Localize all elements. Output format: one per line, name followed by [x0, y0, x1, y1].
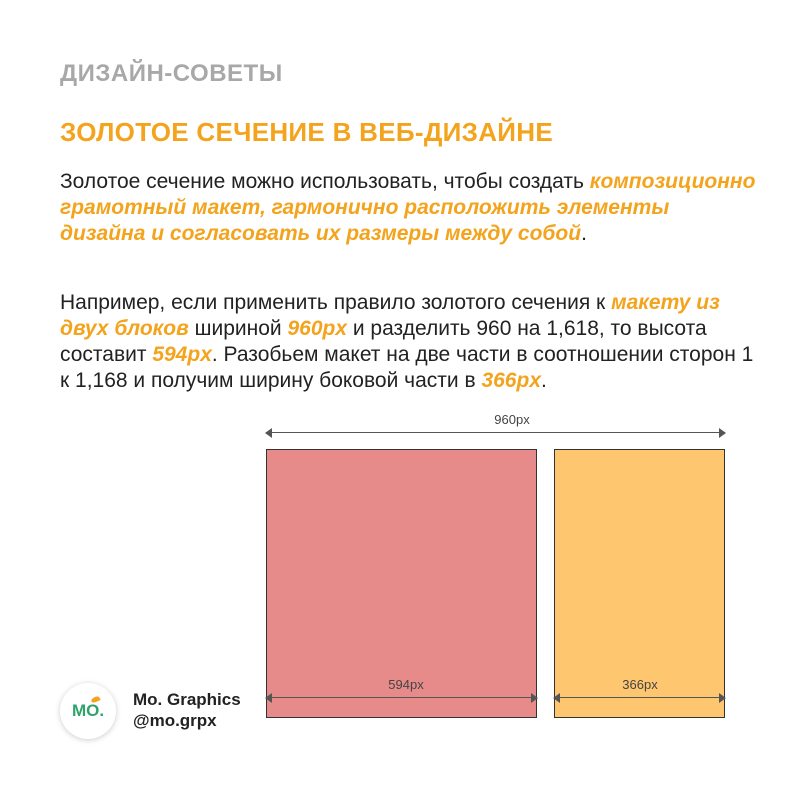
- brand-handle: @mo.grpx: [133, 711, 217, 730]
- brand-logo: [60, 683, 116, 739]
- side-width-dimension: [554, 692, 725, 704]
- main-width-label: 594px: [388, 677, 424, 692]
- example-paragraph: [60, 290, 760, 394]
- example-text-3: и разделить 960 на 1,618, то высота составит: [60, 317, 707, 366]
- logo-text: MO.: [71, 701, 105, 720]
- example-text-5: .: [541, 369, 547, 392]
- intro-end: .: [581, 222, 587, 245]
- brand-name: Mo. Graphics: [133, 690, 241, 709]
- example-highlight-2: 960px: [287, 317, 348, 340]
- total-width-dimension: [266, 427, 725, 439]
- example-text-2: шириной: [188, 317, 288, 340]
- example-highlight-3: 594px: [152, 343, 212, 366]
- example-highlight-1: макету из двух блоков: [60, 291, 720, 340]
- intro-highlight: композиционно грамотный макет, гармонично расположить элементы дизайна и согласовать их размеры между собой: [60, 170, 756, 245]
- side-width-label: 366px: [622, 677, 658, 692]
- page-title: ЗОЛОТОЕ СЕЧЕНИЕ В ВЕБ-ДИЗАЙНЕ: [60, 117, 554, 147]
- main-width-dimension: [266, 692, 537, 704]
- kicker-heading: ДИЗАЙН-СОВЕТЫ: [60, 60, 283, 87]
- example-text-1: Например, если применить правило золотого сечения к: [60, 291, 612, 314]
- example-highlight-4: 366px: [481, 369, 541, 392]
- total-width-label: 960px: [494, 412, 530, 427]
- example-text-4: . Разобьем макет на две части в соотношении сторон 1 к 1,168 и получим ширину боковой части в: [60, 343, 754, 392]
- intro-paragraph: [60, 169, 760, 247]
- intro-text: Золотое сечение можно использовать, чтобы создать: [60, 170, 590, 193]
